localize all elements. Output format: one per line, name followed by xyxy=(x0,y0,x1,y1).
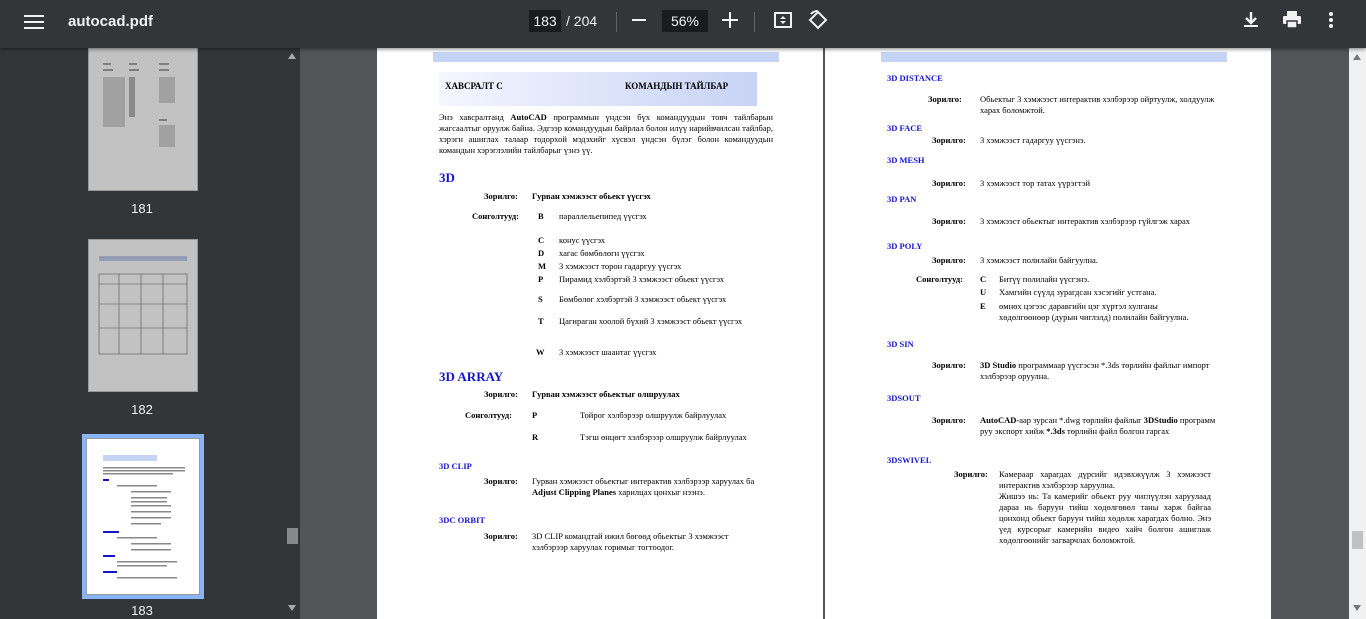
print-icon[interactable] xyxy=(1281,9,1303,31)
purpose-label: Зорилго: xyxy=(954,469,988,479)
purpose-text: 3 хэмжээст тор татах үүрэгтэй xyxy=(980,178,1091,188)
out-text-2: программ руу экспорт хийж xyxy=(980,415,1216,436)
toolbar-divider xyxy=(616,12,617,32)
option-key: T xyxy=(538,316,544,326)
page-number-input[interactable]: 183 xyxy=(529,10,561,32)
option-key: U xyxy=(980,287,987,297)
pdf-toolbar xyxy=(0,0,1366,48)
option-key: D xyxy=(538,248,545,258)
swivel-text: Камераар харагдах дүрсийг идэвхжүүлж 3 хэмжээст интерактив хэлбэрээр харуулна. xyxy=(999,469,1211,490)
purpose-label: Зорилго: xyxy=(484,191,518,201)
purpose-label: Зорилго: xyxy=(484,531,518,541)
purpose-label: Зорилго: xyxy=(484,476,518,486)
section-3d-clip-title: 3D CLIP xyxy=(439,461,472,471)
purpose-label: Зорилго: xyxy=(928,94,962,104)
thumbnail-page-181[interactable] xyxy=(88,42,198,191)
document-view[interactable] xyxy=(300,48,1349,619)
clip-text-2: харилцах цонхыг нээнэ. xyxy=(616,487,705,497)
scroll-down-icon[interactable] xyxy=(288,605,296,611)
section-3d-sin-title: 3D SIN xyxy=(887,339,914,349)
header-left-text: ХАВСРАЛТ С xyxy=(445,81,503,91)
section-3d-face-title: 3D FACE xyxy=(887,123,923,133)
pdf-page-left xyxy=(377,48,823,619)
rotate-icon[interactable] xyxy=(807,9,829,31)
purpose-label: Зорилго: xyxy=(932,178,966,188)
menu-icon[interactable] xyxy=(24,12,44,32)
pdf-page-right xyxy=(825,48,1271,619)
zoom-in-icon[interactable] xyxy=(722,12,738,28)
toolbar-divider xyxy=(754,12,755,32)
option-text: параллельепипед үүсгэх xyxy=(559,211,647,221)
scroll-up-icon[interactable] xyxy=(288,53,296,59)
thumbnail-preview xyxy=(87,439,199,594)
header-right-text: КОМАНДЫН ТАЙЛБАР xyxy=(625,81,729,91)
thumbnail-sidebar xyxy=(0,48,300,619)
zoom-out-icon[interactable] xyxy=(632,19,646,21)
page-total: / 204 xyxy=(566,13,598,29)
option-key: R xyxy=(532,432,539,442)
fit-page-icon[interactable] xyxy=(772,9,794,31)
thumbnail-label: 182 xyxy=(131,402,153,417)
section-3d-distance-title: 3D DISTANCE xyxy=(887,73,943,83)
option-key: S xyxy=(538,294,543,304)
option-key: B xyxy=(538,211,544,221)
option-key: P xyxy=(532,410,538,420)
thumbnail-dim-overlay xyxy=(89,43,197,190)
purpose-label: Зорилго: xyxy=(484,389,518,399)
more-options-icon[interactable] xyxy=(1320,9,1342,31)
intro-text-2: программын үндсэн бүх командуудын товч тайлбарын жагсаалтыг оруулж байна. Эдгээр командуудын байрлал болон илүү нарийвчилсан тайлбар, хэрэгн ашиглах талаар тодорхой мэдэхийг хүсвэл үндсэн бүлэг болон командуудын командын хэрэглэлийн тайлбарыг үзнэ үү. xyxy=(439,112,773,155)
purpose-label: Зорилго: xyxy=(932,135,966,145)
option-text: Тойрог хэлбэрээр олшруулж байрлуулах xyxy=(580,410,727,420)
thumbnail-page-182[interactable] xyxy=(88,239,198,392)
purpose-text: 3D CLIP командтай ижил бөгөөд обьектыг 3 хэмжээст хэлбэрээр харуулах горимыг тогтоодог. xyxy=(532,531,729,552)
option-text: 3 хэмжээст шаантаг үүсгэх xyxy=(559,347,657,357)
page-header-bar xyxy=(881,52,1227,62)
option-text: Битүү полилайн үүсгэнэ. xyxy=(999,274,1090,284)
option-text: Тэгш өнцөгт хэлбэрээр олшруулж байрлуулах xyxy=(580,432,747,442)
purpose-text xyxy=(980,360,1215,382)
option-text: өмнөх цэгээс даравгийн цэг хүртэл хулганы хөдөлгөөнөөр (дурын чиглэлд) полилайн байгуулна. xyxy=(999,301,1189,322)
page-header-bar xyxy=(433,52,779,62)
clip-bold: Adjust Clipping Planes xyxy=(532,487,617,497)
option-text: Пирамид хэлбэртэй 3 хэмжээст обьект үүсгэх xyxy=(559,274,724,284)
document-title: autocad.pdf xyxy=(68,13,153,30)
option-text: Бөмбөлөг хэлбэртэй 3 хэмжээст обьект үүсгэх xyxy=(559,294,727,304)
section-3dswivel-title: 3DSWIVEL xyxy=(887,455,932,465)
out-bold-3: *.3ds xyxy=(1046,426,1065,436)
option-text: хагас бөмбөлөгн үүсгэх xyxy=(559,248,645,258)
option-text: Цагираган хоолой бүхий 3 хэмжээст обьект үүсгэх xyxy=(559,316,743,326)
purpose-text: Гурван хэмжээст обьектыг олшруулах xyxy=(532,389,680,399)
zoom-level-input[interactable]: 56% xyxy=(662,10,708,32)
section-3d-title: 3D xyxy=(439,170,455,185)
purpose-text xyxy=(980,415,1220,437)
thumbnail-label: 181 xyxy=(131,201,153,216)
option-key: P xyxy=(538,274,544,284)
intro-bold: AutoCAD xyxy=(510,112,547,122)
options-label: Сонголтууд: xyxy=(472,211,519,221)
out-text: аар зурсан *.dwg төрлийн файлыг xyxy=(1019,415,1144,425)
option-key: C xyxy=(538,235,545,245)
options-label: Сонголтууд: xyxy=(465,410,512,420)
intro-paragraph xyxy=(439,112,773,156)
thumbnail-dim-overlay xyxy=(89,240,197,391)
sin-text: программаар үүсгэсэн *.3ds төрлийн файлыг импорт хэлбэрээр оруулна. xyxy=(980,360,1210,381)
purpose-label: Зорилго: xyxy=(932,415,966,425)
purpose-text xyxy=(999,469,1211,546)
main-scroll-thumb[interactable] xyxy=(1352,531,1363,549)
purpose-text: 3 хэмжээст полилайн байгуулна. xyxy=(980,255,1098,265)
option-key: M xyxy=(538,261,547,271)
sidebar-scroll-thumb[interactable] xyxy=(287,528,298,544)
section-3d-poly-title: 3D POLY xyxy=(887,241,923,251)
clip-text: Гурван хэмжээст обьектыг интерактив хэлбэрээр харуулах ба xyxy=(532,476,755,486)
thumbnail-label: 183 xyxy=(131,603,153,618)
section-3d-mesh-title: 3D MESH xyxy=(887,155,925,165)
option-key: W xyxy=(536,347,545,357)
out-bold: AutoCAD- xyxy=(980,415,1020,425)
option-text: Хамгийн сүүлд зурагдсан хэсэгийг устгана. xyxy=(999,287,1157,297)
sin-bold: 3D Studio xyxy=(980,360,1017,370)
purpose-text xyxy=(532,476,762,498)
purpose-text: Обьектыг 3 хэмжээст интерактив хэлбэрээр ойртуулж, холдуулж харах боломжтой. xyxy=(980,94,1215,115)
section-3dc-orbit-title: 3DC ORBIT xyxy=(439,515,486,525)
section-3d-array-title: 3D ARRAY xyxy=(439,369,504,384)
out-text-3: төрлийн файл болгон гаргах xyxy=(1064,426,1170,436)
purpose-label: Зорилго: xyxy=(932,216,966,226)
intro-text: Энэ хавсралтанд xyxy=(439,112,511,122)
option-key: E xyxy=(980,301,986,311)
download-icon[interactable] xyxy=(1240,9,1262,31)
swivel-text-2: Жишээ нь: Та камерийг обьект руу чиглүүлэн харуулаад дараа нь баруун тийш хөдөлгөвөл таны харж байгаа цонхонд обьект баруун тийш хөдөлж харагдах болно. Энэ үед курсорыг камерийн видео хайч болгон ашиглаж хөдөлгөөнийг загварчлах боломжтой. xyxy=(999,491,1211,545)
scroll-down-icon[interactable] xyxy=(1353,605,1361,611)
option-text: 3 хэмжээст торон гадаргуу үүсгэх xyxy=(559,261,682,271)
options-label: Сонголтууд: xyxy=(916,274,963,284)
section-3dsout-title: 3DSOUT xyxy=(887,393,921,403)
purpose-text: Гурван хэмжээст обьект үүсгэх xyxy=(532,191,651,201)
sidebar-scrollbar[interactable] xyxy=(285,48,300,619)
out-bold-2: 3DStudio xyxy=(1143,415,1178,425)
option-key: C xyxy=(980,274,987,284)
scroll-up-icon[interactable] xyxy=(1353,54,1361,60)
section-3d-pan-title: 3D PAN xyxy=(887,194,917,204)
thumbnail-page-183[interactable] xyxy=(86,438,200,595)
main-scrollbar[interactable] xyxy=(1349,48,1366,619)
purpose-text: 3 хэмжээст обьектыг интерактив хэлбэрээр гүйлгэж харах xyxy=(980,216,1191,226)
purpose-label: Зорилго: xyxy=(932,255,966,265)
purpose-label: Зорилго: xyxy=(932,360,966,370)
purpose-text: 3 хэмжээст гадаргуу үүсгэнэ. xyxy=(980,135,1086,145)
option-text: конус үүсгэх xyxy=(559,235,605,245)
